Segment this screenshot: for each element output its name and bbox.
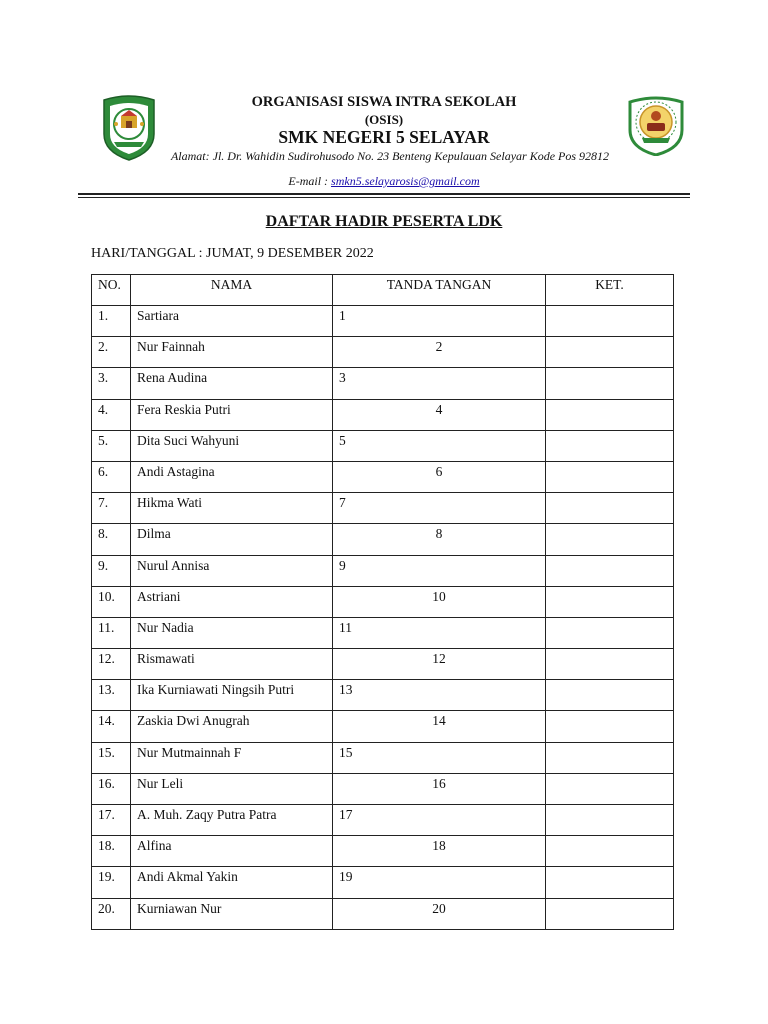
- row-number: 17.: [92, 805, 131, 836]
- table-row: [92, 898, 674, 929]
- participant-name: Kurniawan Nur: [131, 898, 333, 929]
- table-row: [92, 306, 674, 337]
- participant-name: Ika Kurniawati Ningsih Putri: [131, 680, 333, 711]
- row-number: 12.: [92, 649, 131, 680]
- table-row: [92, 430, 674, 461]
- row-number: 11.: [92, 617, 131, 648]
- table-row: [92, 805, 674, 836]
- row-number: 10.: [92, 586, 131, 617]
- signature-cell[interactable]: 4: [333, 399, 546, 430]
- column-header-no: NO.: [92, 275, 131, 306]
- signature-cell[interactable]: 9: [333, 555, 546, 586]
- row-number: 7.: [92, 493, 131, 524]
- row-number: 16.: [92, 773, 131, 804]
- table-row: [92, 742, 674, 773]
- signature-cell[interactable]: 2: [333, 337, 546, 368]
- email-label: E-mail :: [288, 174, 329, 188]
- attendance-table: [91, 274, 674, 930]
- signature-cell[interactable]: 15: [333, 742, 546, 773]
- participant-name: Andi Astagina: [131, 461, 333, 492]
- ket-cell[interactable]: [546, 680, 674, 711]
- table-row: [92, 836, 674, 867]
- signature-cell[interactable]: 12: [333, 649, 546, 680]
- participant-name: Dita Suci Wahyuni: [131, 430, 333, 461]
- column-header-ket: KET.: [546, 275, 674, 306]
- row-number: 8.: [92, 524, 131, 555]
- table-row: [92, 461, 674, 492]
- table-row: [92, 368, 674, 399]
- row-number: 6.: [92, 461, 131, 492]
- ket-cell[interactable]: [546, 773, 674, 804]
- participant-name: Dilma: [131, 524, 333, 555]
- ket-cell[interactable]: [546, 617, 674, 648]
- email-link[interactable]: smkn5.selayarosis@gmail.com: [331, 174, 480, 188]
- row-number: 3.: [92, 368, 131, 399]
- ket-cell[interactable]: [546, 430, 674, 461]
- participant-name: Rena Audina: [131, 368, 333, 399]
- table-row: [92, 680, 674, 711]
- school-address: Alamat: Jl. Dr. Wahidin Sudirohusodo No. 23 Benteng Kepulauan Selayar Kode Pos 92812: [170, 149, 610, 163]
- signature-cell[interactable]: 16: [333, 773, 546, 804]
- ket-cell[interactable]: [546, 898, 674, 929]
- table-row: [92, 617, 674, 648]
- table-row: [92, 524, 674, 555]
- participant-name: Nur Mutmainnah F: [131, 742, 333, 773]
- table-row: [92, 555, 674, 586]
- table-header-row: [92, 275, 674, 306]
- ket-cell[interactable]: [546, 711, 674, 742]
- signature-cell[interactable]: 10: [333, 586, 546, 617]
- ket-cell[interactable]: [546, 306, 674, 337]
- table-row: [92, 586, 674, 617]
- participant-name: Hikma Wati: [131, 493, 333, 524]
- signature-cell[interactable]: 13: [333, 680, 546, 711]
- signature-cell[interactable]: 11: [333, 617, 546, 648]
- ket-cell[interactable]: [546, 742, 674, 773]
- ket-cell[interactable]: [546, 867, 674, 898]
- table-row: [92, 711, 674, 742]
- table-row: [92, 399, 674, 430]
- ket-cell[interactable]: [546, 461, 674, 492]
- row-number: 9.: [92, 555, 131, 586]
- row-number: 19.: [92, 867, 131, 898]
- table-row: [92, 337, 674, 368]
- row-number: 2.: [92, 337, 131, 368]
- table-row: [92, 773, 674, 804]
- ket-cell[interactable]: [546, 586, 674, 617]
- organization-abbreviation: (OSIS): [364, 112, 404, 127]
- signature-cell[interactable]: 19: [333, 867, 546, 898]
- participant-name: A. Muh. Zaqy Putra Patra: [131, 805, 333, 836]
- signature-cell[interactable]: 1: [333, 306, 546, 337]
- column-header-signature: TANDA TANGAN: [333, 275, 546, 306]
- row-number: 5.: [92, 430, 131, 461]
- ket-cell[interactable]: [546, 555, 674, 586]
- table-row: [92, 649, 674, 680]
- ket-cell[interactable]: [546, 805, 674, 836]
- ket-cell[interactable]: [546, 493, 674, 524]
- document-title: DAFTAR HADIR PESERTA LDK: [265, 213, 503, 230]
- participant-name: Rismawati: [131, 649, 333, 680]
- signature-cell[interactable]: 17: [333, 805, 546, 836]
- participant-name: Andi Akmal Yakin: [131, 867, 333, 898]
- row-number: 18.: [92, 836, 131, 867]
- ket-cell[interactable]: [546, 337, 674, 368]
- row-number: 14.: [92, 711, 131, 742]
- school-name: SMK NEGERI 5 SELAYAR: [278, 127, 490, 147]
- header-divider: [78, 193, 690, 195]
- participant-name: Fera Reskia Putri: [131, 399, 333, 430]
- signature-cell[interactable]: 20: [333, 898, 546, 929]
- row-number: 15.: [92, 742, 131, 773]
- ket-cell[interactable]: [546, 649, 674, 680]
- ket-cell[interactable]: [546, 524, 674, 555]
- row-number: 4.: [92, 399, 131, 430]
- row-number: 13.: [92, 680, 131, 711]
- table-row: [92, 493, 674, 524]
- row-number: 1.: [92, 306, 131, 337]
- table-row: [92, 867, 674, 898]
- organization-name: ORGANISASI SISWA INTRA SEKOLAH: [251, 94, 517, 110]
- participant-name: Zaskia Dwi Anugrah: [131, 711, 333, 742]
- signature-cell[interactable]: 18: [333, 836, 546, 867]
- participant-name: Nur Leli: [131, 773, 333, 804]
- ket-cell[interactable]: [546, 368, 674, 399]
- row-number: 20.: [92, 898, 131, 929]
- participant-name: Nur Fainnah: [131, 337, 333, 368]
- date-line: HARI/TANGGAL : JUMAT, 9 DESEMBER 2022: [91, 246, 374, 261]
- participant-name: Astriani: [131, 586, 333, 617]
- participant-name: Nurul Annisa: [131, 555, 333, 586]
- participant-name: Alfina: [131, 836, 333, 867]
- signature-cell[interactable]: 5: [333, 430, 546, 461]
- participant-name: Nur Nadia: [131, 617, 333, 648]
- ket-cell[interactable]: [546, 836, 674, 867]
- signature-cell[interactable]: 7: [333, 493, 546, 524]
- participant-name: Sartiara: [131, 306, 333, 337]
- signature-cell[interactable]: 6: [333, 461, 546, 492]
- header-divider-thin: [78, 197, 690, 198]
- signature-cell[interactable]: 14: [333, 711, 546, 742]
- signature-cell[interactable]: 8: [333, 524, 546, 555]
- column-header-name: NAMA: [131, 275, 333, 306]
- school-email-line: [210, 174, 558, 189]
- ket-cell[interactable]: [546, 399, 674, 430]
- signature-cell[interactable]: 3: [333, 368, 546, 399]
